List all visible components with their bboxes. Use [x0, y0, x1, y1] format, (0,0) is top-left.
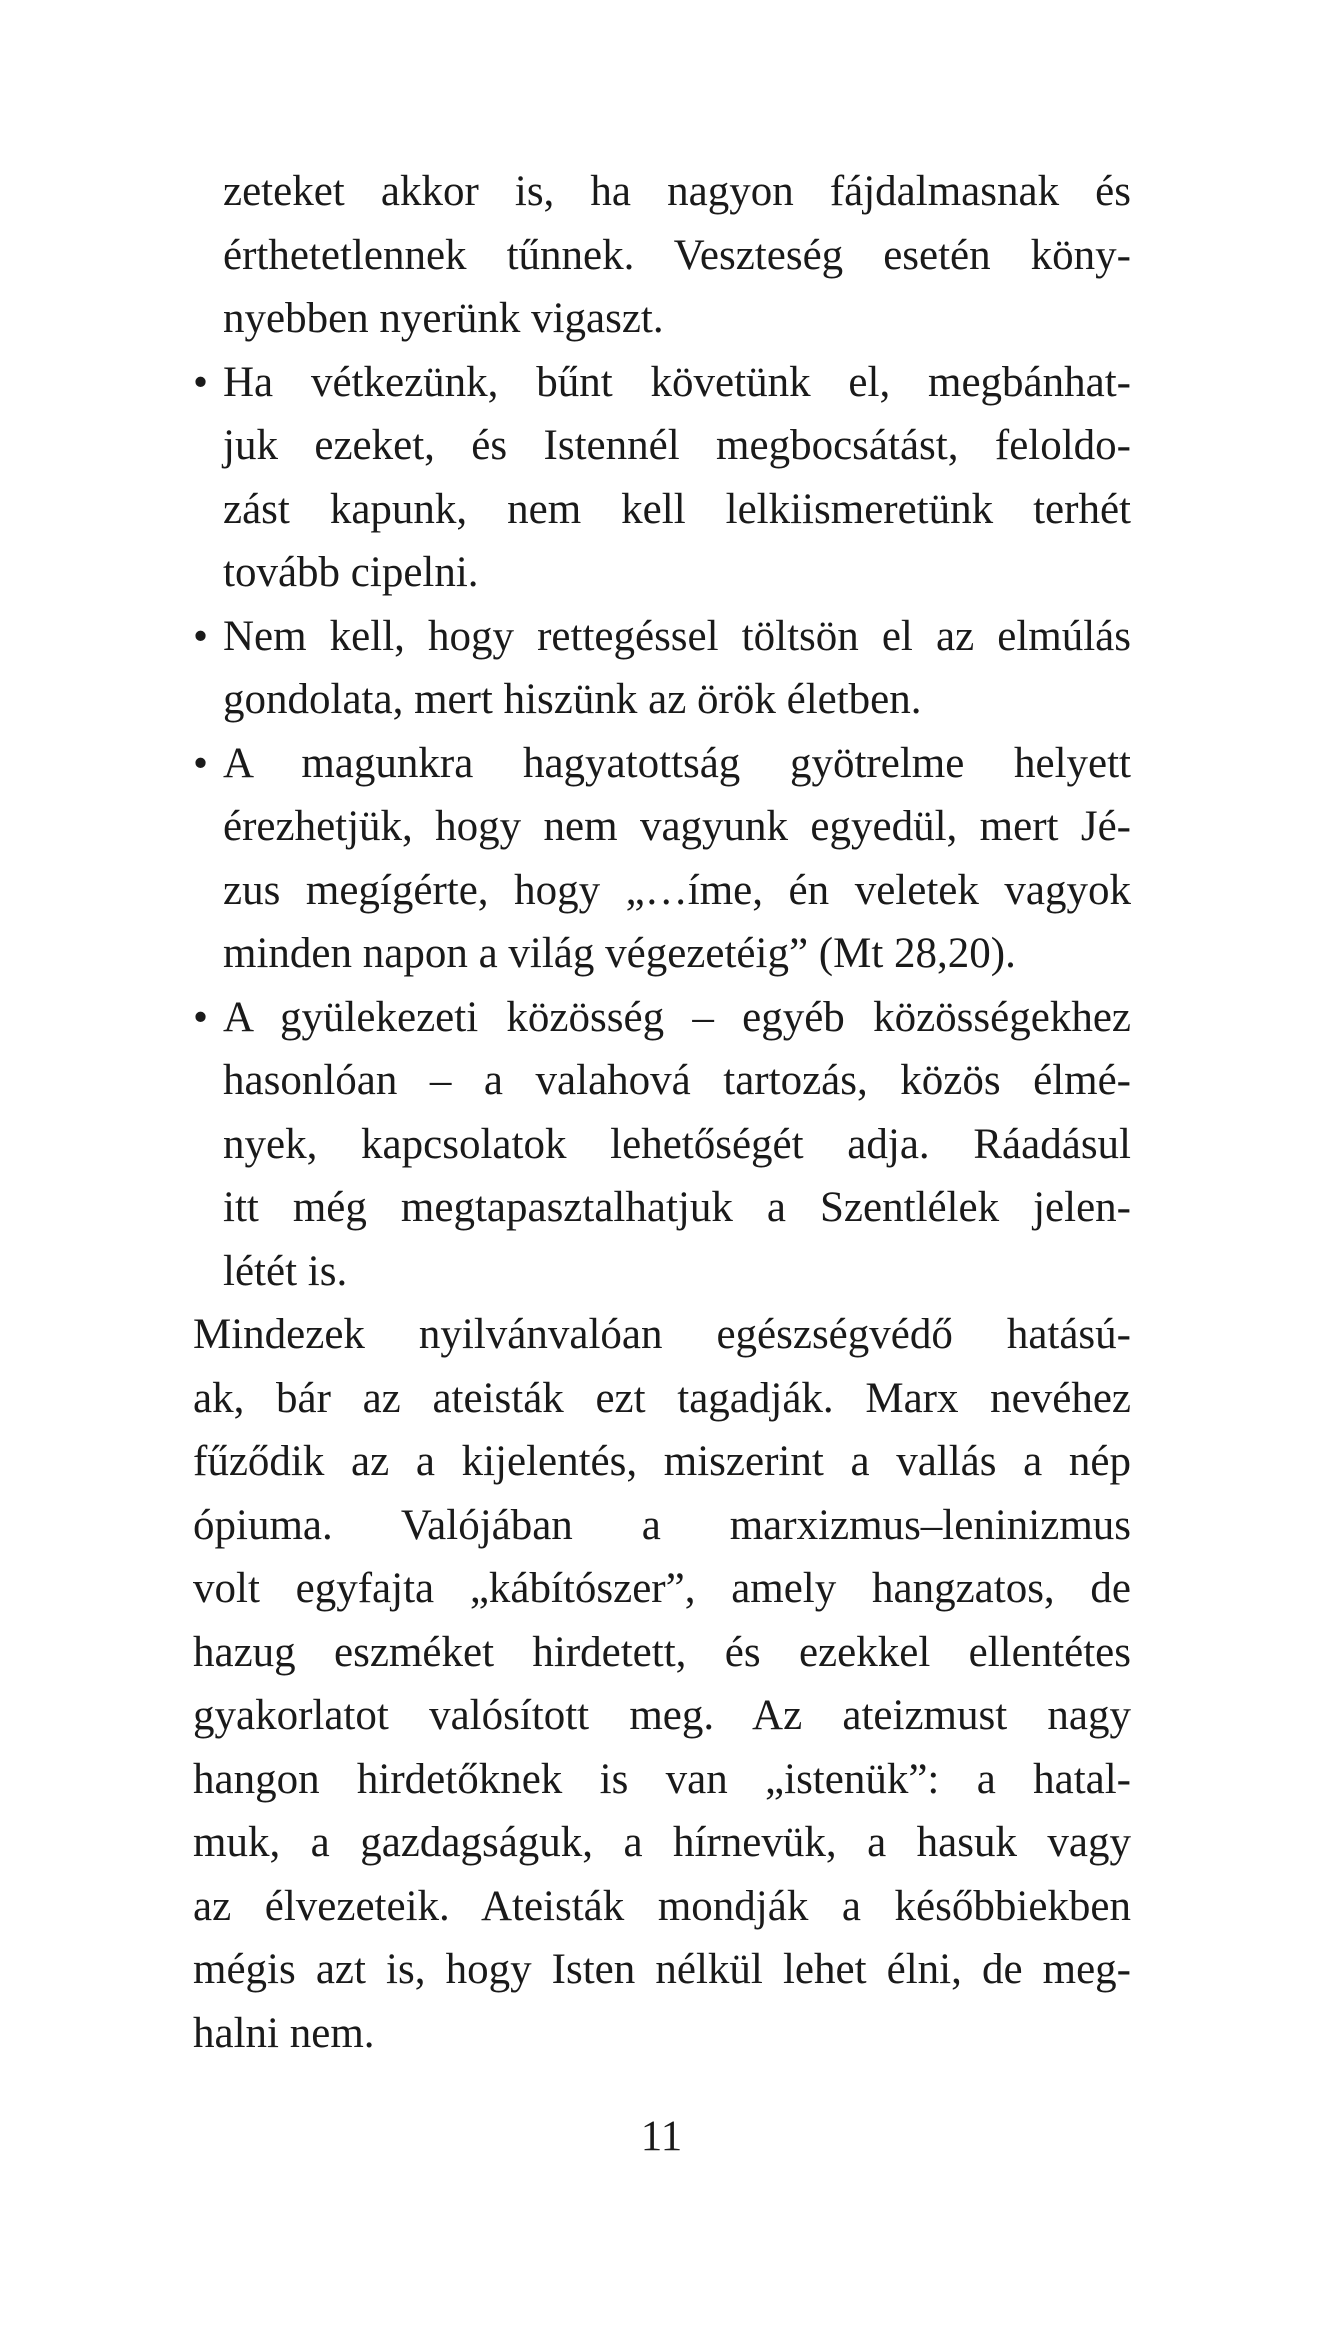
- text-line: A gyülekezeti közösség – egyéb közösségekhez: [223, 993, 1131, 1041]
- bullet-dot: •: [193, 612, 209, 660]
- bullet-item-4: [193, 986, 1131, 1304]
- text-line: fűződik az a kijelentés, miszerint a vallás a nép: [193, 1438, 1131, 1485]
- text-line: érthetetlennek tűnnek. Veszteség esetén köny-: [223, 231, 1131, 279]
- text-line: zást kapunk, nem kell lelkiismeretünk terhét: [223, 485, 1131, 533]
- bullet-item-3: [193, 732, 1131, 986]
- text-line: Mindezek nyilvánvalóan egészségvédő hatású-: [193, 1311, 1131, 1358]
- text-line: itt még megtapasztalhatjuk a Szentlélek jelen-: [223, 1184, 1131, 1231]
- text-line: tovább cipelni.: [223, 549, 479, 596]
- text-line: Nem kell, hogy rettegéssel töltsön el az elmúlás: [223, 612, 1131, 660]
- text-line: ak, bár az ateisták ezt tagadják. Marx nevéhez: [193, 1374, 1131, 1422]
- bullet-item-2: [193, 605, 1131, 732]
- text-line: gyakorlatot valósított meg. Az ateizmust nagy: [193, 1692, 1131, 1739]
- text-line: zeteket akkor is, ha nagyon fájdalmasnak és: [223, 168, 1131, 215]
- body-paragraph: [193, 1303, 1131, 2065]
- text-line: volt egyfajta „kábítószer”, amely hangzatos, de: [193, 1565, 1131, 1612]
- text-line: muk, a gazdagságuk, a hírnevük, a hasuk vagy: [193, 1819, 1131, 1866]
- text-line: mégis azt is, hogy Isten nélkül lehet élni, de meg-: [193, 1946, 1131, 1993]
- text-line: zus megígérte, hogy „…íme, én veletek vagyok: [223, 866, 1131, 914]
- text-line: érezhetjük, hogy nem vagyunk egyedül, mert Jé-: [223, 803, 1131, 850]
- bullet-dot: •: [193, 739, 209, 787]
- text-line: A magunkra hagyatottság gyötrelme helyett: [223, 739, 1131, 787]
- text-line: nyebben nyerünk vigaszt.: [223, 295, 664, 342]
- text-line: nyek, kapcsolatok lehetőségét adja. Ráadásul: [223, 1120, 1131, 1168]
- continued-bullet-text: [193, 160, 1131, 351]
- bullet-dot: •: [193, 358, 209, 406]
- text-line: gondolata, mert hiszünk az örök életben.: [223, 676, 922, 723]
- text-line: Ha vétkezünk, bűnt követünk el, megbánhat-: [223, 358, 1131, 406]
- text-line: minden napon a világ végezetéig” (Mt 28,20).: [223, 930, 1016, 977]
- text-line: hazug eszméket hirdetett, és ezekkel ellentétes: [193, 1628, 1131, 1676]
- text-line: létét is.: [223, 1247, 348, 1295]
- bullet-item-1: [193, 351, 1131, 605]
- page-number: 11: [640, 2113, 683, 2160]
- bullet-dot: •: [193, 993, 209, 1041]
- text-line: hangon hirdetőknek is van „istenük”: a hatal-: [193, 1755, 1131, 1803]
- text-line: hasonlóan – a valahová tartozás, közös élmé-: [223, 1057, 1131, 1104]
- text-line: halni nem.: [193, 2009, 375, 2057]
- text-line: az élvezeteik. Ateisták mondják a későbbiekben: [193, 1882, 1131, 1930]
- text-line: juk ezeket, és Istennél megbocsátást, feloldo-: [223, 422, 1131, 469]
- page-body: [193, 160, 1131, 2065]
- text-line: ópiuma. Valójában a marxizmus–leninizmus: [193, 1501, 1131, 1549]
